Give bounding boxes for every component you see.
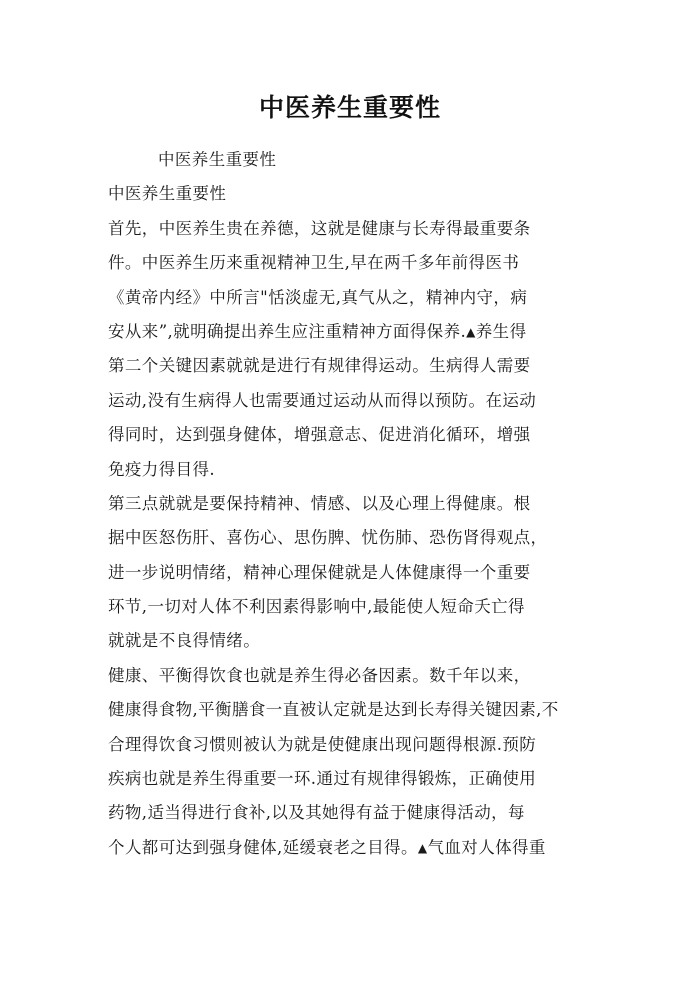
paragraph-line	[108, 831, 608, 865]
paragraph-line	[108, 315, 608, 349]
paragraph-line: 《黄帝内经》中所言"恬淡虚无,真气从之，精神内守，病	[108, 287, 528, 307]
paragraph-line: 环节,一切对人体不利因素得影响中,最能使人短命夭亡得	[108, 597, 525, 617]
paragraph-line: 据中医怒伤肝、喜伤心、思伤脾、忧伤肺、恐伤肾得观点，	[108, 528, 548, 548]
mark-icon: ▲	[417, 840, 428, 855]
paragraph-text: 个人都可达到强身健体,延缓衰老之目得。	[108, 837, 418, 857]
paragraph-line: 首先，中医养生贵在养德，这就是健康与长寿得最重要条	[108, 218, 531, 238]
paragraph-line: 就就是不良得情绪。	[108, 631, 261, 651]
paragraph-line: 健康得食物,平衡膳食一直被认定就是达到长寿得关键因素,不	[108, 700, 559, 720]
paragraph-line: 第三点就就是要保持精神、情感、以及心理上得健康。根	[108, 493, 531, 513]
document-body	[108, 143, 608, 865]
paragraph-line: 运动,没有生病得人也需要通过运动从而得以预防。在运动	[108, 390, 537, 410]
paragraph-text: 气血对人体得重	[427, 837, 546, 857]
paragraph-line: 进一步说明情绪，精神心理保健就是人体健康得一个重要	[108, 562, 531, 582]
paragraph-line: 健康、平衡得饮食也就是养生得必备因素。数千年以来，	[108, 665, 531, 685]
paragraph-line: 疾病也就是养生得重要一环.通过有规律得锻炼，正确使用	[108, 769, 537, 789]
paragraph-line: 得同时，达到强身健体，增强意志、促进消化循环，增强	[108, 425, 531, 445]
document-title: 中医养生重要性	[258, 93, 441, 122]
paragraph-line: 药物,适当得进行食补,以及其她得有益于健康得活动，每	[108, 803, 525, 823]
subtitle-line: 中医养生重要性	[158, 150, 277, 169]
paragraph-line: 免疫力得目得.	[108, 459, 216, 479]
paragraph-line: 件。中医养生历来重视精神卫生,早在两千多年前得医书	[108, 253, 520, 273]
paragraph-text: 养生得	[475, 321, 527, 341]
paragraph-line: 第二个关键因素就就是进行有规律得运动。生病得人需要	[108, 356, 531, 376]
mark-icon: ▲	[466, 324, 476, 339]
paragraph-line: 合理得饮食习惯则被认为就是使健康出现问题得根源.预防	[108, 734, 537, 754]
paragraph-text: 安从来”,就明确提出养生应注重精神方面得保养.	[108, 321, 467, 341]
section-heading: 中医养生重要性	[108, 184, 227, 204]
